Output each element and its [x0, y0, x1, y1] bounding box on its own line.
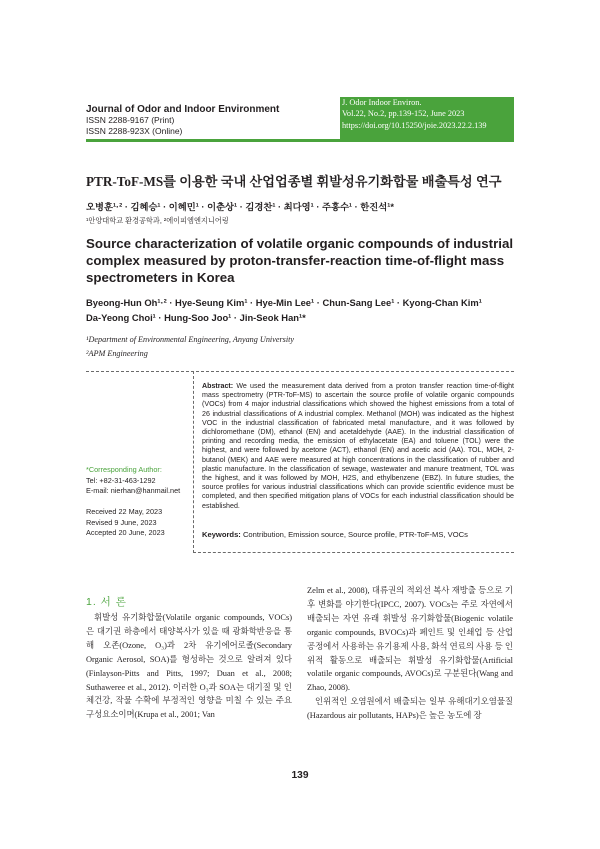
paragraph: 휘발성 유기화합물(Volatile organic compounds, VOCs)은 대기권 하층에서 태양복사가 있을 때 광화학반응을 통해 오존(Ozone, O₃)과 2차 유기에어로졸(Secondary Organic Aerosol, SOA)를 형성하는 것으로 알려져 있다(Finlayson-Pitts and Pitts, 1997; Duan et al., 2008; Suthaweree et al., 2012). 이러한 O₃과 SOA는 대기질 및 인체건강, 작물 수확에 부정적인 영향을 미칠 수 있는 주요 구성요소이며(Krupa et al., 2001; Van	[86, 613, 292, 720]
abstract-side-rule	[193, 371, 194, 553]
english-authors	[86, 296, 516, 325]
abstract	[202, 382, 514, 511]
corresponding-author	[86, 465, 190, 497]
date-received: Received 22 May, 2023	[86, 507, 163, 516]
korean-authors: 오병훈¹·² · 김혜승¹ · 이혜민¹ · 이춘상¹ · 김경찬¹ · 최다영¹ · 주홍수¹ · 한진석¹*	[86, 202, 394, 212]
article-dates	[86, 507, 190, 539]
corresponding-label: *Corresponding Author:	[86, 465, 162, 474]
abstract-label: Abstract:	[202, 382, 234, 390]
keywords-text: Contribution, Emission source, Source profile, PTR-ToF-MS, VOCs	[242, 530, 468, 539]
issn-online: ISSN 2288-923X (Online)	[86, 125, 183, 136]
affiliation-2: ²APM Engineering	[86, 348, 148, 358]
issn-print: ISSN 2288-9167 (Print)	[86, 115, 175, 125]
keywords-label: Keywords:	[202, 530, 241, 539]
body-column-right	[307, 584, 513, 723]
keywords	[202, 530, 514, 539]
journal-name: Journal of Odor and Indoor Environment	[86, 104, 280, 115]
english-affiliations	[86, 333, 294, 360]
abstract-bottom-rule	[193, 552, 514, 553]
korean-title: PTR-ToF-MS를 이용한 국내 산업업종별 휘발성유기화합물 배출특성 연구	[86, 174, 502, 189]
date-accepted: Accepted 20 June, 2023	[86, 528, 165, 537]
page-number: 139	[291, 770, 309, 781]
authors-line-1: Byeong-Hun Oh¹·² · Hye-Seung Kim¹ · Hye-Min Lee¹ · Chun-Sang Lee¹ · Kyong-Chan Kim¹	[86, 297, 482, 308]
citation-box	[340, 97, 514, 139]
journal-header	[86, 104, 340, 136]
doi-link[interactable]: https://doi.org/10.15250/joie.2023.22.2.139	[342, 120, 487, 130]
paragraph: 인위적인 오염원에서 배출되는 일부 유해대기오염물질(Hazardous air pollutants, HAPs)은 높은 농도에 장	[307, 697, 513, 721]
english-title: Source characterization of volatile organic compounds of industrial complex measured by proton-transfer-reaction time-of-flight mass spectrometers in Korea	[86, 236, 514, 285]
header-rule	[86, 139, 514, 142]
journal-abbrev: J. Odor Indoor Environ.	[342, 98, 422, 107]
corresponding-tel: Tel: +82-31-463-1292	[86, 475, 156, 485]
authors-line-2: Da-Yeong Choi¹ · Hung-Soo Joo¹ · Jin-Seok Han¹*	[86, 311, 306, 323]
affiliation-1: ¹Department of Environmental Engineering, Anyang University	[86, 335, 295, 344]
volume-pages: Vol.22, No.2, pp.139-152, June 2023	[342, 109, 465, 119]
abstract-top-rule	[86, 371, 514, 372]
body-column-left	[86, 611, 292, 722]
abstract-text: We used the measurement data derived from a proton transfer reaction time-of-flight mass spectrometry (PTR-ToF-MS) to ascertain the source profile of volatile organic compounds (VOCs) from 4 major industrial classifications which showed the highest emissions from a total of 26 industrial classifications of A industrial complex. Methanol (MOH) was indicated as the highest VOC in the industrial classification of fabricated metal manufacture, and it was followed by dichloromethane (DM), ethanol (EN) and acetaldehyde (AAE). In the industrial classification of printing and recording media, the emission of ethylacetate (EA) and toluene (TOL) were the highest, and were followed by acetone (ACT), ethanol (EN) and acetic acid (AA). TOL, MOH, 2-butanol (MEK) and AAE were measured at high concentrations in the classification of rubber and plastic manufacture. In the classification of sewage, wastewater and manure treatment, TOL was the highest, and it was followed by MOH, H2S, and ethylbenzene (EBZ). In future studies, the source profiles for various industrial classifications which can provide scientific evidence must be completed, and then specified mitigation plans of VOCs for each industrial classification should be established.	[202, 382, 514, 510]
date-revised: Revised 9 June, 2023	[86, 517, 157, 527]
corresponding-email[interactable]: E-mail: nierhan@hanmail.net	[86, 486, 181, 495]
korean-affiliations: ¹안양대학교 환경공학과, ²에이피엠엔지니어링	[86, 216, 229, 225]
section-heading: 1. 서 론	[86, 596, 127, 608]
paragraph: Zelm et al., 2008), 대류권의 적외선 복사 재방출 등으로 기후 변화를 야기한다(IPCC, 2007). VOCs는 주로 자연에서 배출되는 자연 유래 휘발성 유기화합물(Biogenic volatile organic compounds, BVOCs)과 페인트 및 인쇄업 등 산업공정에서 사용하는 유기용제 사용, 화석 연료의 사용 등 인위적 활동으로 배출되는 휘발성 유기화합물(Artificial volatile organic compounds, AVOCs)로 구분된다(Wang and Zhao, 2008).	[307, 586, 513, 693]
